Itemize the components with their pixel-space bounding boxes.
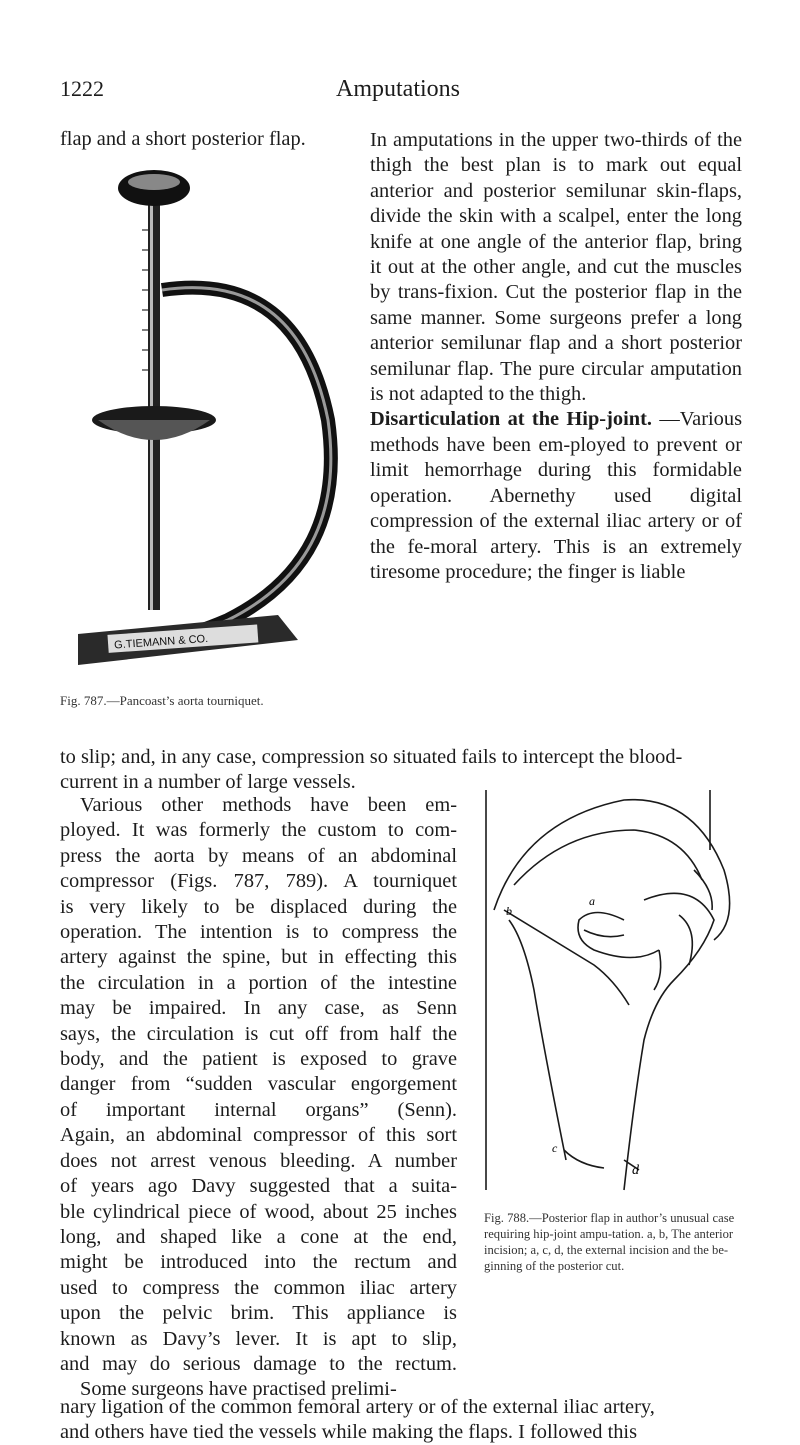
section-heading-hip-joint: Disarticulation at the Hip-joint. (370, 408, 652, 431)
left-column-line: says, the circulation is cut off from half the (60, 1022, 457, 1045)
left-column-line: press the aorta by means of an abdominal (60, 844, 457, 867)
top-left-continuation: flap and a short posterior flap. (60, 128, 306, 150)
label-d: d (632, 1163, 639, 1178)
full-width-line-2: current in a number of large vessels. (60, 771, 356, 793)
paragraph-thigh-amputation: In amputations in the upper two-thirds of the thigh the best plan is to mark out equal anterior and posterior semilunar skin-flaps, divide the skin with a scalpel, enter the long knife at one angle of the anterior flap, bring it out at the other angle, and cut the muscles by trans-fixion. Cut the posterior flap in the same manner. Some surgeons prefer a long anterior semilunar flap and a short posterior semilunar flap. The pure circular amputation is not adapted to the thigh. (370, 129, 742, 406)
left-column-line: and may do serious damage to the rectum. (60, 1352, 457, 1375)
left-column-line: may be impaired. In any case, as Senn (60, 997, 457, 1020)
left-column-line: compressor (Figs. 787, 789). A tourniquet (60, 870, 457, 893)
left-column-line: used to compress the common iliac artery (60, 1276, 457, 1299)
left-column-line: Various other methods have been em- (80, 794, 457, 816)
left-column-line: Again, an abdominal compressor of this sort (60, 1124, 457, 1147)
left-column-line: ble cylindrical piece of wood, about 25 inches (60, 1200, 457, 1223)
paragraph-hip-joint-body: —Various methods have been em-ployed to prevent or limit hemorrhage during this formidable operation. Abernethy used digital compression of the external iliac artery or of the fe-moral artery. This is an extremely tiresome procedure; the finger is liable (370, 408, 742, 583)
running-title: Amputations (336, 76, 460, 102)
label-c: c (552, 1141, 558, 1155)
bottom-line-2: and others have tied the vessels while making the flaps. I followed this (60, 1421, 638, 1443)
left-column-line: ployed. It was formerly the custom to com- (60, 819, 457, 842)
bottom-line-1: nary ligation of the common femoral artery or of the external iliac artery, (60, 1396, 655, 1418)
page-header (60, 76, 736, 112)
label-b: b (506, 904, 512, 918)
left-column-line: of years ago Davy suggested that a suita- (60, 1175, 457, 1198)
page-number: 1222 (60, 76, 104, 101)
fig-788-posterior-flap-illustration (484, 790, 742, 1210)
left-column-line: danger from “sudden vascular engorgement (60, 1073, 457, 1096)
full-width-line-1: to slip; and, in any case, compression so situated fails to intercept the blood- (60, 746, 683, 768)
right-column-text (370, 128, 742, 585)
left-column-line: known as Davy’s lever. It is apt to slip, (60, 1327, 457, 1350)
left-column-line: does not arrest venous bleeding. A number (60, 1149, 457, 1172)
left-column-line: long, and shaped like a cone at the end, (60, 1225, 457, 1248)
left-column-line: of important internal organs” (Senn). (60, 1098, 457, 1121)
left-column-line: body, and the patient is exposed to grave (60, 1048, 457, 1071)
left-column-line: might be introduced into the rectum and (60, 1251, 457, 1274)
left-column-line: operation. The intention is to compress the (60, 921, 457, 944)
left-column-text (60, 793, 457, 1403)
paragraph-hip-joint (370, 407, 742, 585)
tourniquet-maker-mark: G.TIEMANN & CO. (113, 632, 209, 652)
left-column-line: Some surgeons have practised prelimi- (80, 1378, 397, 1401)
fig-788-caption: Fig. 788.—Posterior flap in author’s unusual case requiring hip-joint ampu-tation. a, b, The anterior incision; a, c, d, the external incision and the be-ginning of the posterior cut. (484, 1211, 735, 1273)
left-column-line: the circulation in a portion of the intestine (60, 971, 457, 994)
left-column-line: is very likely to be displaced during the (60, 895, 457, 918)
fig-787-tourniquet-illustration (78, 160, 358, 700)
left-column-line: upon the pelvic brim. This appliance is (60, 1302, 457, 1325)
left-column-line: artery against the spine, but in effecting this (60, 946, 457, 969)
fig-787-caption: Fig. 787.—Pancoast’s aorta tourniquet. (60, 693, 264, 708)
label-a: a (589, 894, 595, 908)
